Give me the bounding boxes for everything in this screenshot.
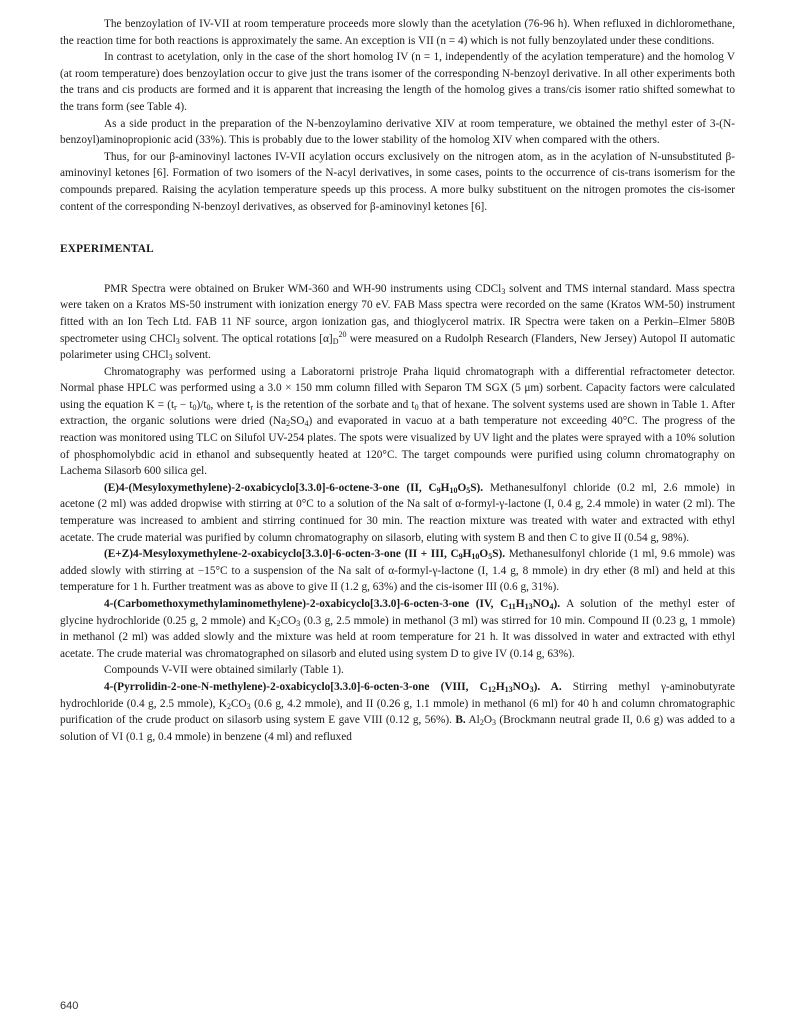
paragraph-compound-viii: 4-(Pyrrolidin-2-one-N-methylene)-2-oxabicyclo[3.3.0]-6-octen-3-one (VIII, $C_{12}H_{13}NO_3$). A. Stirring methyl γ-aminobutyrate hydrochloride (0.4 g, 2.5 mmole), $K_2CO_3$ (0.6 g, 4.2 mmole), and II (0.26 g, 1.1 mmole) in methanol (6 ml) for 40 h and column chromatographic purification of the crude product on silasorb using system E gave VIII (0.12 g, 56%). B. $Al_2O_3$ (Brockmann neutral grade II, 0.6 g) was added to a solution of VI (0.1 g, 0.4 mmole) in benzene (4 ml) and refluxed [60, 680, 735, 743]
compound-heading-viii: 4-(Pyrrolidin-2-one-N-methylene)-2-oxabicyclo[3.3.0]-6-octen-3-one (VIII, $C_{12}H_{13}NO_3$). A. [104, 680, 562, 694]
paragraph-chromatography: Chromatography was performed using a Laboratorni pristroje Praha liquid chromatograph with a differential refractometer detector. Normal phase HPLC was performed using a 3.0 × 150 mm column filled with Separon TM SGX (5 μm) sorbent. Capacity factors were calculated using the equation $K = (t_r - t_0)/t_0$, where $t_r$ is the retention of the sorbate and $t_0$ that of hexane. The solvent systems used are shown in Table 1. After extraction, the organic solutions were dried $(Na_2SO_4)$ and evaporated in vacuo at a bath temperature not exceeding 40°C. The progress of the reaction was monitored using TLC on Silufol UV-254 plates. The spots were visualized by UV light and the plates were sprayed with a 10% solution of phosphomolybdic acid in ethanol and subsequently heated at 120°C. The target compounds were purified using column chromatography on Lachema Silasorb 600 silica gel. [60, 365, 735, 478]
compound-heading-iv: 4-(Carbomethoxymethylaminomethylene)-2-oxabicyclo[3.3.0]-6-octen-3-one (IV, $C_{11}H_{13}NO_4$). [104, 598, 561, 611]
paragraph-side-product: As a side product in the preparation of the N-benzoylamino derivative XIV at room temperature, we obtained the methyl ester of 3-(N-benzoyl)aminopropionic acid (33%). This is probably due to the lower stability of the homolog XIV when compared with the others. [60, 117, 735, 147]
paragraph-compound-ii: (E)4-(Mesyloxymethylene)-2-oxabicyclo[3.3.0]-6-octene-3-one (II, $C_9H_{10}O_5S$). Methanesulfonyl chloride (0.2 ml, 2.6 mmole) in acetone (2 ml) was added dropwise with stirring at 0°C to a solution of the Na salt of α-formyl-γ-lactone (I, 0.4 g, 2.4 mmole) in water (2 ml). The temperature was increased to ambient and stirring continued for 30 min. The reaction mixture was treated with water and extracted with ethyl acetate. The crude material was purified by column chromatography on silasorb, eluting with system B and then C to give II (0.54 g, 98%). [60, 481, 735, 544]
compound-heading-ii-iii: (E+Z)4-Mesyloxymethylene-2-oxabicyclo[3.3.0]-6-octen-3-one (II + III, $C_9H_{10}O_5S$). [104, 548, 506, 562]
paragraph-compound-ii-iii: (E+Z)4-Mesyloxymethylene-2-oxabicyclo[3.3.0]-6-octen-3-one (II + III, $C_9H_{10}O_5S$). Methanesulfonyl chloride (1 ml, 9.6 mmole) was added slowly with stirring at −15°C to a suspension of the Na salt of α-formyl-γ-lactone (I, 1.4 g, 8 mmole) in dry ether (8 ml) and held at this temperature for 1 h. Further treatment was as above to give II (1.2 g, 63%) and the cis-isomer III (0.6 g, 31%). [60, 548, 735, 594]
paragraph-benzoylation-rate: The benzoylation of IV-VII at room temperature proceeds more slowly than the acetylation (76-96 h). When refluxed in dichloromethane, the reaction time for both reactions is approximately the same. An exception is VII (n = 4) which is not fully benzoylated under these conditions. [60, 18, 735, 47]
section-title-experimental: EXPERIMENTAL [60, 243, 154, 256]
compound-heading-ii: (E)4-(Mesyloxymethylene)-2-oxabicyclo[3.3.0]-6-octene-3-one (II, $C_9H_{10}O_5S$). [104, 481, 484, 495]
page-number: 640 [60, 1000, 79, 1012]
paragraph-conclusion: Thus, for our β-aminovinyl lactones IV-VII acylation occurs exclusively on the nitrogen atom, as in the acylation of N-unsubstituted β-aminovinyl ketones [6]. Formation of two isomers of the N-acyl derivatives, in some cases, points to the occurrence of cis-trans isomerism for the compounds prepared. Raising the acylation temperature speeds up this process. A more bulky substituent on the nitrogen promotes the cis-isomer content of the corresponding N-benzoyl derivatives, as observed for β-aminovinyl ketones [6]. [60, 150, 735, 213]
paragraph-compound-iv: 4-(Carbomethoxymethylaminomethylene)-2-oxabicyclo[3.3.0]-6-octen-3-one (IV, $C_{11}H_{13}NO_4$). A solution of the methyl ester of glycine hydrochloride (0.25 g, 2 mmole) and $K_2CO_3$ (0.3 g, 2.5 mmole) in methanol (3 ml) was stirred for 10 min. Compound II (0.23 g, 1 mmole) in methanol (2 ml) was added slowly and the mixture was held at room temperature for 21 h. It was dissolved in water and extracted with ethyl acetate. The crude material was chromatographed on silasorb and eluted using system D to give IV (0.14 g, 63%). [60, 598, 735, 660]
paragraph-compounds-v-vii: Compounds V-VII were obtained similarly (Table 1). [104, 664, 344, 677]
paragraph-acetylation-contrast: In contrast to acetylation, only in the case of the short homolog IV (n = 1, independently of the acylation temperature) and the homolog V (at room temperature) does benzoylation occur to give just the trans isomer of the corresponding N-benzoyl derivative. In all other experiments both the trans and cis products are formed and it is apparent that increasing the length of the homolog gives a trans/cis isomer ratio shifted somewhat to the trans form (see Table 4). [60, 51, 735, 113]
page-body [60, 16, 735, 745]
paragraph-pmr-spectra: PMR Spectra were obtained on Bruker WM-360 and WH-90 instruments using CDCl$_3$ solvent and TMS internal standard. Mass spectra were taken on a Kratos MS-50 instrument with ionization energy 70 eV. FAB Mass spectra were recorded on the same (Kratos WM-50) instrument fitted with an Ion Tech Ltd. FAB 11 NF source, argon ionization gas, and thioglycerol matrix. IR Spectra were taken on a Perkin–Elmer 580B spectrometer using CHCl$_3$ solvent. The optical rotations $[\alpha]_D^{20}$ were measured on a Rudolph Research (Flanders, New Jersey) Autopol II automatic polarimeter using CHCl$_3$ solvent. [60, 282, 735, 363]
